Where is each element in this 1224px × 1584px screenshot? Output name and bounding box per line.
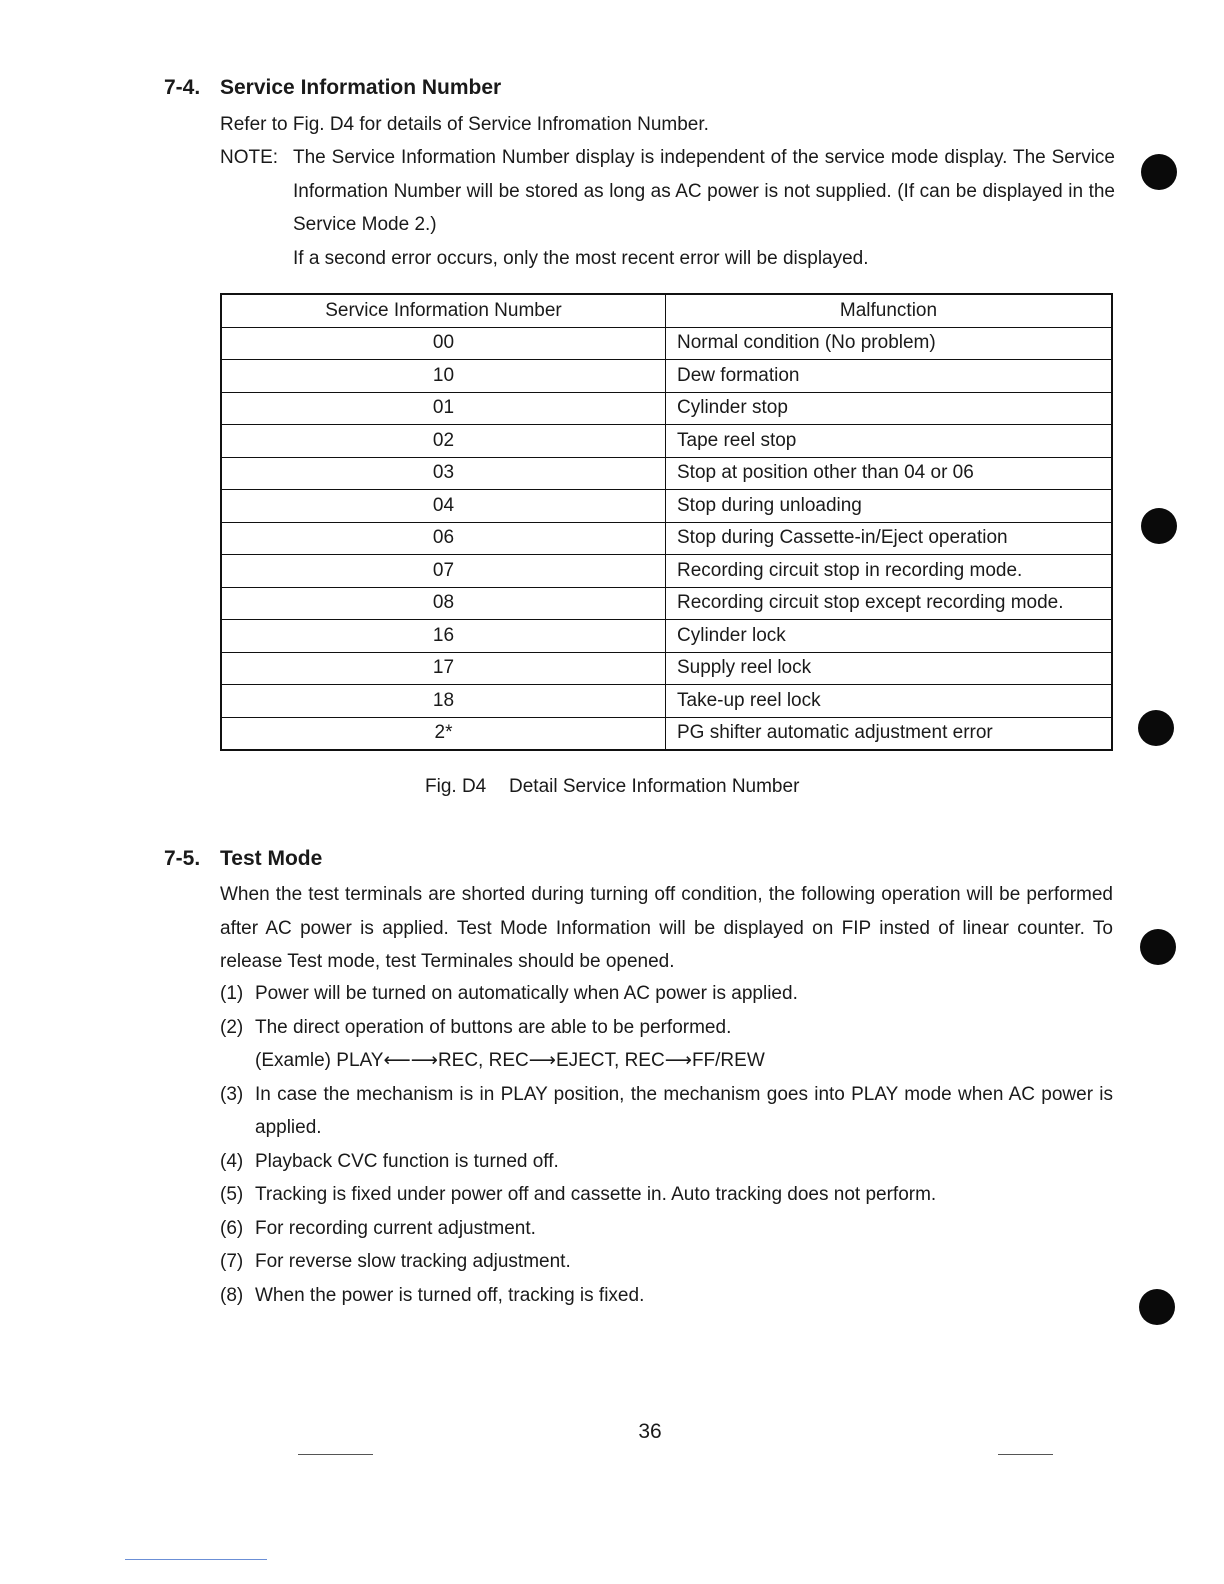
table-row (221, 620, 1112, 653)
code-cell: 02 (221, 425, 666, 458)
malfunction-cell: Recording circuit stop except recording mode. (666, 587, 1113, 620)
code-cell: 10 (221, 360, 666, 393)
list-item (220, 1178, 1113, 1212)
malfunction-cell: Take-up reel lock (666, 685, 1113, 718)
figure-caption (425, 776, 799, 798)
table-row (221, 392, 1112, 425)
item-number: (2) (220, 1016, 244, 1038)
table-row (221, 587, 1112, 620)
list-item-sub (220, 1044, 1113, 1078)
table-row (221, 685, 1112, 718)
test-mode-list (220, 977, 1113, 1312)
code-cell: 06 (221, 522, 666, 555)
code-cell: 16 (221, 620, 666, 653)
item-number: (7) (220, 1251, 244, 1272)
table-row (221, 555, 1112, 588)
section-number: 7-4. (164, 76, 201, 99)
code-cell: 04 (221, 490, 666, 523)
table-row (221, 360, 1112, 393)
item-example: (Examle) PLAY⟵⟶REC, REC⟶EJECT, REC⟶FF/REW (255, 1050, 765, 1071)
item-text: Power will be turned on automatically when AC power is applied. (255, 983, 798, 1004)
punch-hole (1140, 929, 1176, 965)
list-item (220, 1145, 1113, 1179)
scan-rule (125, 1559, 267, 1560)
list-item (220, 1212, 1113, 1246)
punch-hole (1139, 1289, 1175, 1325)
scan-rule (298, 1454, 373, 1455)
punch-hole (1141, 154, 1177, 190)
section-title: Test Mode (220, 847, 323, 870)
service-info-table (220, 293, 1113, 751)
malfunction-cell: Stop at position other than 04 or 06 (666, 457, 1113, 490)
item-number: (4) (220, 1150, 244, 1172)
item-number: (3) (220, 1083, 244, 1105)
list-item (220, 1078, 1113, 1145)
list-item (220, 1011, 1113, 1045)
table-row (221, 652, 1112, 685)
item-text: In case the mechanism is in PLAY position, the mechanism goes into PLAY mode when AC power is applied. (255, 1083, 1113, 1138)
item-number: (6) (220, 1217, 244, 1239)
table-row (221, 457, 1112, 490)
section-title: Service Information Number (220, 76, 502, 99)
code-cell: 08 (221, 587, 666, 620)
item-text: Playback CVC function is turned off. (255, 1150, 559, 1172)
section-7-5-heading (164, 847, 322, 871)
section-7-4-heading (164, 76, 501, 100)
code-cell: 2* (221, 717, 666, 750)
code-cell: 07 (221, 555, 666, 588)
item-number: (5) (220, 1184, 244, 1205)
malfunction-cell: PG shifter automatic adjustment error (666, 717, 1113, 750)
intro-text: Refer to Fig. D4 for details of Service Infromation Number. (220, 114, 709, 135)
malfunction-cell: Supply reel lock (666, 652, 1113, 685)
malfunction-cell: Dew formation (666, 360, 1113, 393)
section-number: 7-5. (164, 847, 201, 870)
page-number: 36 (638, 1420, 662, 1443)
item-text: For recording current adjustment. (255, 1217, 536, 1239)
list-item (220, 1279, 1113, 1313)
malfunction-cell: Tape reel stop (666, 425, 1113, 458)
figure-title: Detail Service Information Number (509, 776, 800, 797)
item-number: (1) (220, 983, 244, 1004)
test-mode-paragraph: When the test terminals are shorted during turning off condition, the following operation will be performed after AC power is applied. Test Mode Information will be displayed on FIP insted of linear counter. To release Test mode, test Terminales should be opened. (220, 884, 1113, 972)
header-malfunction: Malfunction (666, 294, 1113, 327)
malfunction-cell: Cylinder stop (666, 392, 1113, 425)
malfunction-cell: Stop during Cassette-in/Eject operation (666, 522, 1113, 555)
list-item (220, 977, 1113, 1011)
table-row (221, 522, 1112, 555)
code-cell: 18 (221, 685, 666, 718)
malfunction-cell: Stop during unloading (666, 490, 1113, 523)
note-text: The Service Information Number display is independent of the service mode display. The Service Information Number will be stored as long as AC power is not supplied. (If can be displayed in the Service Mode 2.) (293, 147, 1115, 235)
table-row (221, 425, 1112, 458)
header-service-info-number: Service Information Number (221, 294, 666, 327)
item-text: For reverse slow tracking adjustment. (255, 1251, 571, 1272)
note-text-2: If a second error occurs, only the most recent error will be displayed. (293, 247, 869, 269)
table-row (221, 327, 1112, 360)
malfunction-cell: Recording circuit stop in recording mode. (666, 555, 1113, 588)
note-block (220, 141, 1115, 275)
item-text: The direct operation of buttons are able to be performed. (255, 1016, 732, 1038)
figure-label: Fig. D4 (425, 776, 487, 797)
item-text: When the power is turned off, tracking is fixed. (255, 1284, 645, 1306)
code-cell: 03 (221, 457, 666, 490)
malfunction-cell: Normal condition (No problem) (666, 327, 1113, 360)
punch-hole (1141, 508, 1177, 544)
scan-rule (998, 1454, 1053, 1455)
code-cell: 17 (221, 652, 666, 685)
code-cell: 01 (221, 392, 666, 425)
table-header-row (221, 294, 1112, 327)
code-cell: 00 (221, 327, 666, 360)
table-row (221, 490, 1112, 523)
table-row (221, 717, 1112, 750)
punch-hole (1138, 710, 1174, 746)
malfunction-cell: Cylinder lock (666, 620, 1113, 653)
note-label: NOTE: (220, 147, 279, 168)
list-item (220, 1245, 1113, 1279)
item-text: Tracking is fixed under power off and cassette in. Auto tracking does not perform. (255, 1184, 937, 1205)
item-number: (8) (220, 1284, 244, 1306)
